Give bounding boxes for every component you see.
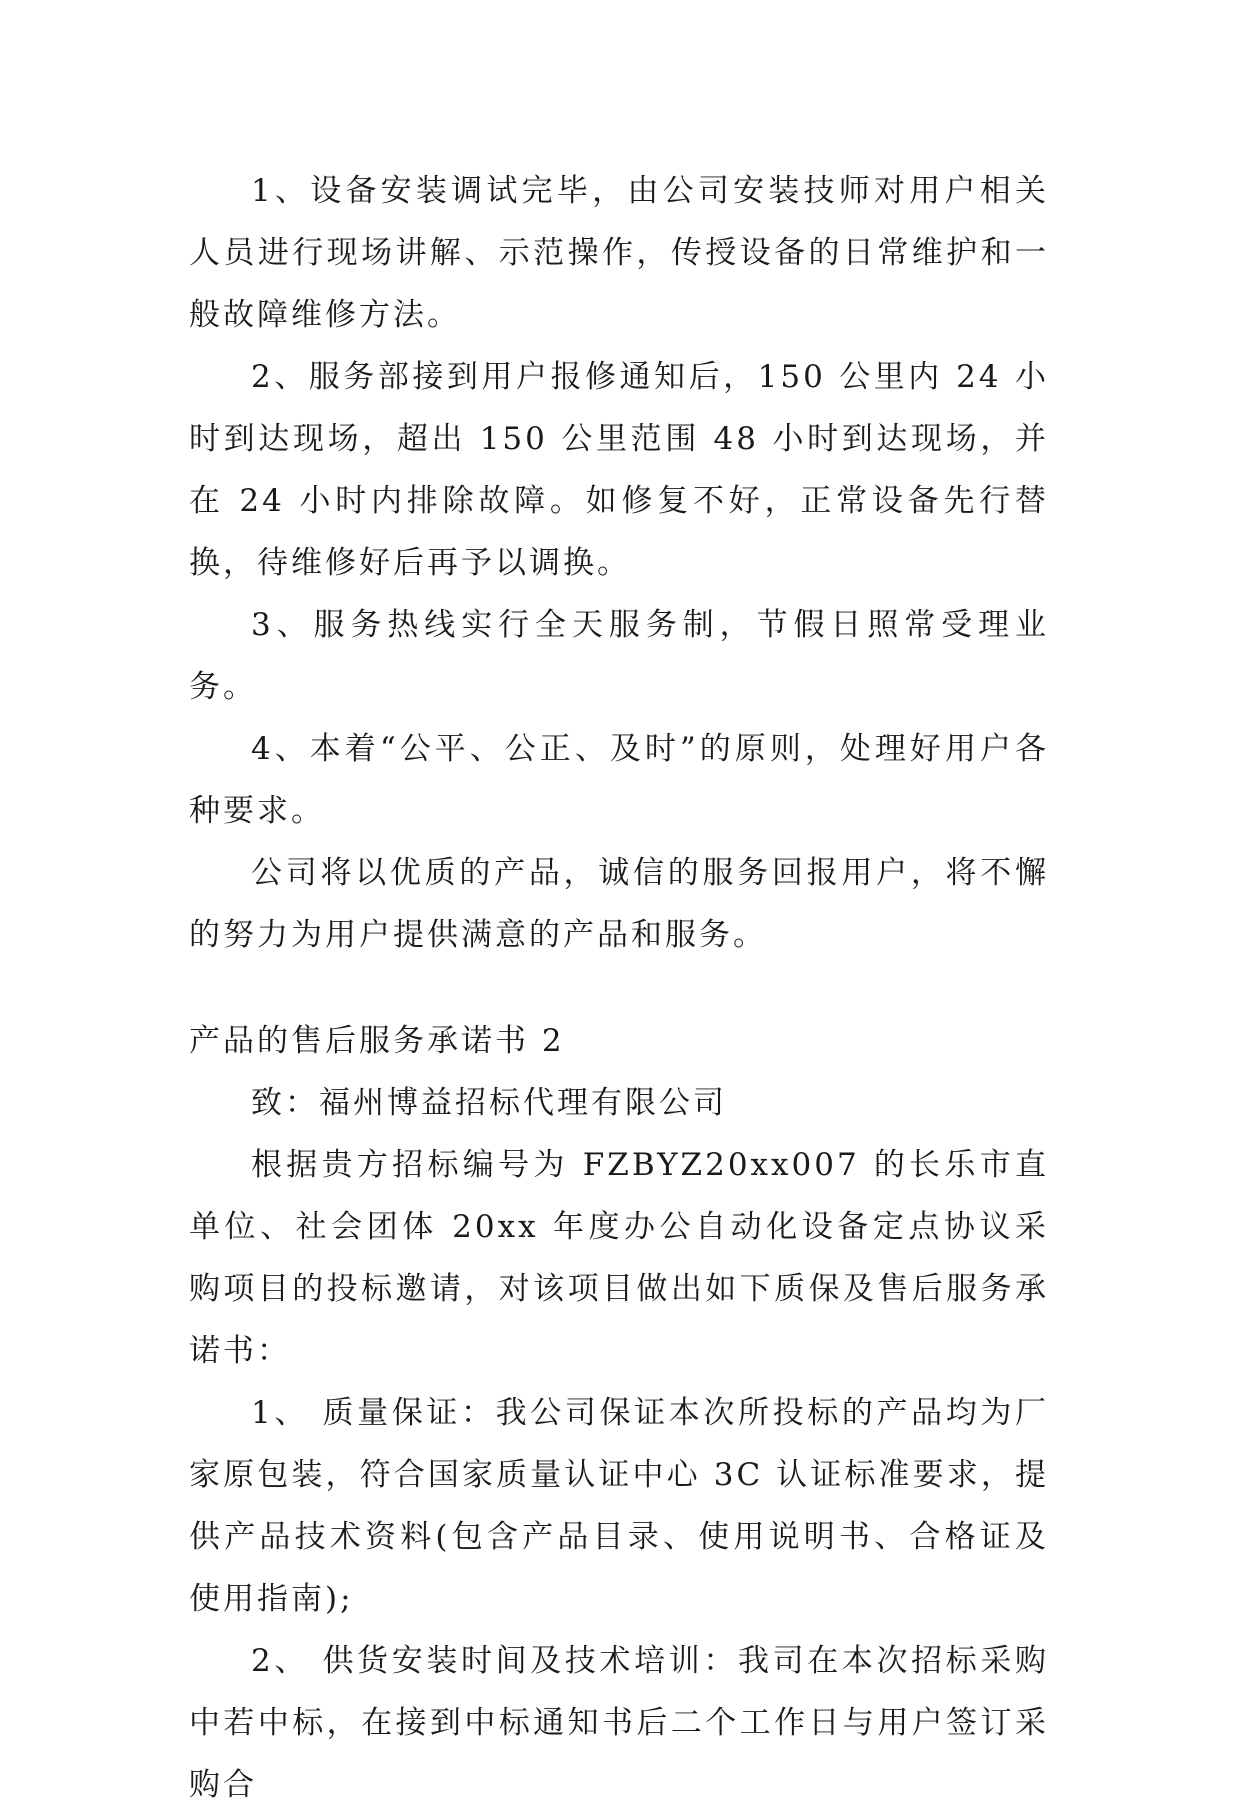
paragraph-service-4: 4、本着“公平、公正、及时”的原则，处理好用户各种要求。 xyxy=(189,731,1049,829)
document-body xyxy=(189,160,1049,1816)
section-title: 产品的售后服务承诺书 2 xyxy=(189,1023,565,1059)
paragraph-delivery-training: 2、 供货安装时间及技术培训：我司在本次招标采购中若中标，在接到中标通知书后二个工作日与用户签订采购合 xyxy=(189,1643,1049,1803)
paragraph-closing: 公司将以优质的产品，诚信的服务回报用户，将不懈的努力为用户提供满意的产品和服务。 xyxy=(189,855,1049,953)
paragraph-quality-guarantee: 1、 质量保证：我公司保证本次所投标的产品均为厂家原包装，符合国家质量认证中心 3C 认证标准要求，提供产品技术资料(包含产品目录、使用说明书、合格证及使用指南); xyxy=(189,1395,1049,1617)
paragraph-service-2: 2、服务部接到用户报修通知后，150 公里内 24 小时到达现场，超出 150 公里范围 48 小时到达现场，并在 24 小时内排除故障。如修复不好，正常设备先行替换，待维修好后再予以调换。 xyxy=(189,359,1049,581)
paragraph-intro: 根据贵方招标编号为 FZBYZ20xx007 的长乐市直单位、社会团体 20xx 年度办公自动化设备定点协议采购项目的投标邀请，对该项目做出如下质保及售后服务承诺书： xyxy=(189,1147,1049,1369)
paragraph-service-3: 3、服务热线实行全天服务制，节假日照常受理业务。 xyxy=(189,607,1049,705)
paragraph-service-1: 1、设备安装调试完毕，由公司安装技师对用户相关人员进行现场讲解、示范操作，传授设备的日常维护和一般故障维修方法。 xyxy=(189,173,1049,333)
paragraph-addressee: 致：福州博益招标代理有限公司 xyxy=(251,1085,727,1121)
